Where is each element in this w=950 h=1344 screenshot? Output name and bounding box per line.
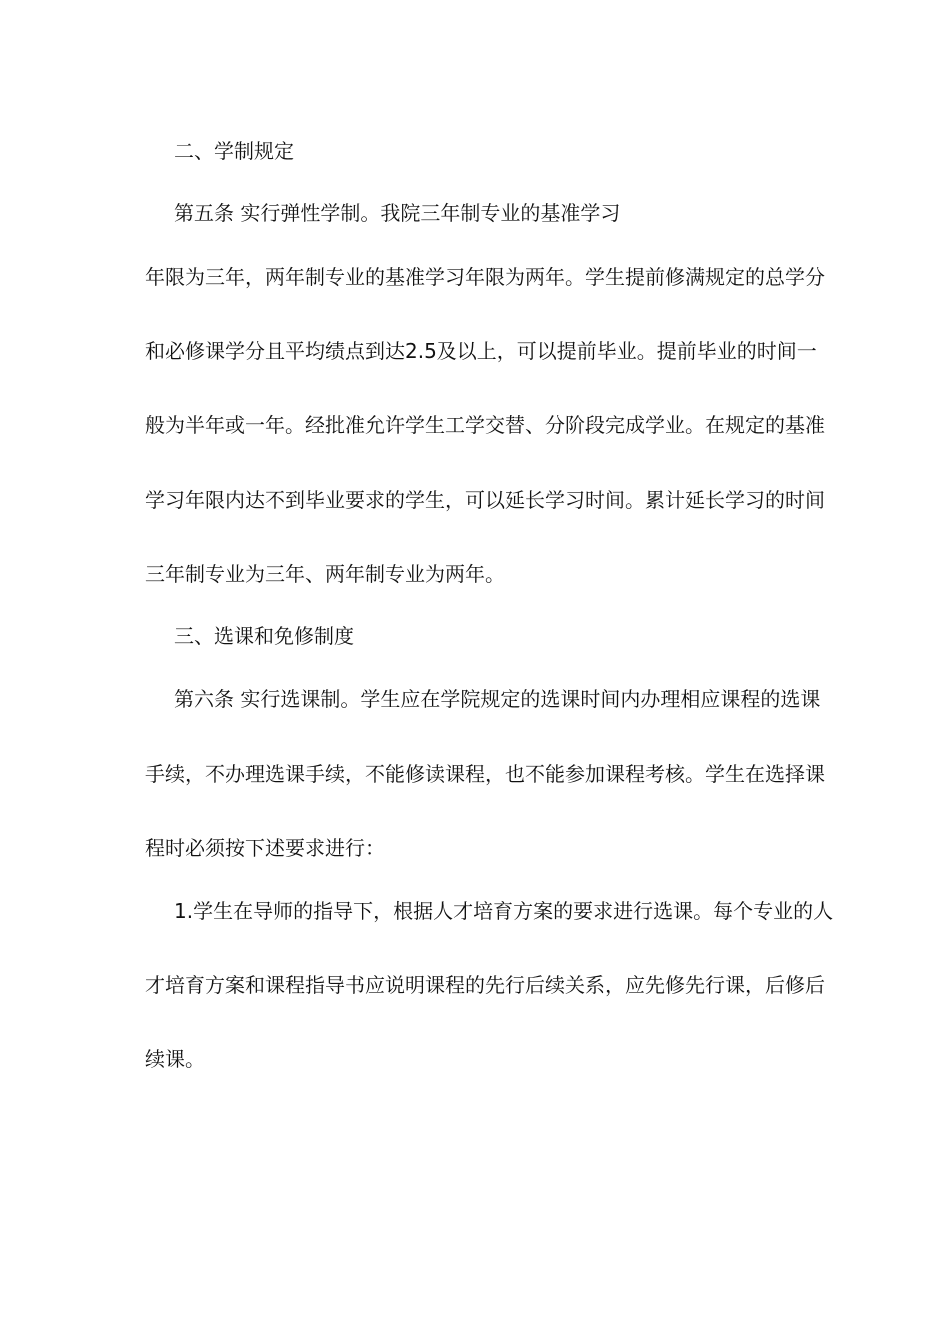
article-5-line-1: 第五条 实行弹性学制。我院三年制专业的基准学习 [174, 201, 621, 225]
section-heading-course-selection: 三、选课和免修制度 [174, 624, 354, 648]
section-heading-academic-system: 二、学制规定 [174, 139, 294, 163]
article-6-line-1: 第六条 实行选课制。学生应在学院规定的选课时间内办理相应课程的选课 [174, 687, 821, 711]
article-5-line-6: 三年制专业为三年、两年制专业为两年。 [145, 562, 505, 586]
item-1-line-3: 续课。 [145, 1047, 205, 1071]
item-1-line-2: 才培育方案和课程指导书应说明课程的先行后续关系，应先修先行课，后修后 [145, 973, 825, 997]
article-6-line-2: 手续，不办理选课手续，不能修读课程，也不能参加课程考核。学生在选择课 [145, 762, 825, 786]
item-1-line-1: 1.学生在导师的指导下，根据人才培育方案的要求进行选课。每个专业的人 [174, 899, 834, 923]
article-5-line-4: 般为半年或一年。经批准允许学生工学交替、分阶段完成学业。在规定的基准 [145, 413, 825, 437]
article-5-line-2: 年限为三年，两年制专业的基准学习年限为两年。学生提前修满规定的总学分 [145, 265, 825, 289]
article-6-line-3: 程时必须按下述要求进行： [145, 836, 385, 860]
article-5-line-5: 学习年限内达不到毕业要求的学生，可以延长学习时间。累计延长学习的时间 [145, 488, 825, 512]
article-5-line-3: 和必修课学分且平均绩点到达2.5及以上，可以提前毕业。提前毕业的时间一 [145, 339, 817, 363]
